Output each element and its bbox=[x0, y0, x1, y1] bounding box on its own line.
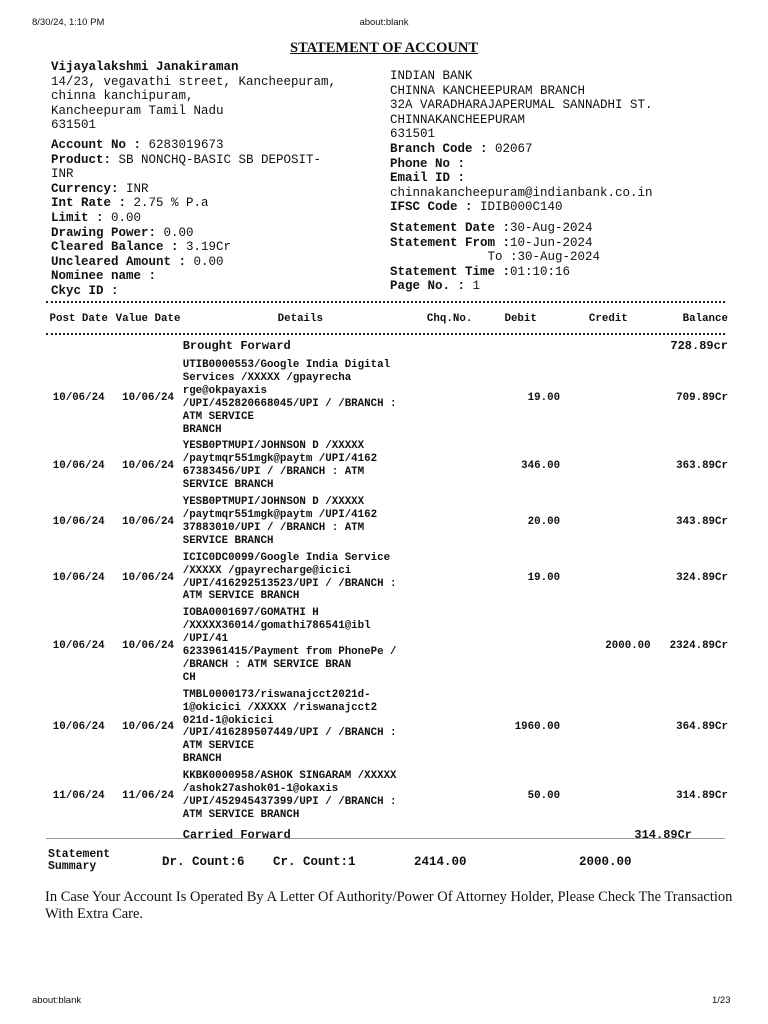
field-value: IDIB000C140 bbox=[472, 200, 563, 215]
field-label: Ckyc ID : bbox=[51, 283, 119, 298]
bank-address-line: CHINNAKANCHEEPURAM bbox=[390, 112, 526, 127]
field-label: Branch Code : bbox=[390, 141, 488, 156]
brought-forward-balance: 728.89cr bbox=[670, 339, 728, 353]
address-line: 631501 bbox=[51, 118, 97, 133]
account-fields bbox=[51, 138, 381, 299]
bank-field-row bbox=[390, 186, 750, 201]
table-row bbox=[44, 687, 728, 768]
cell-credit bbox=[566, 550, 651, 606]
summary-label-line2: Summary bbox=[48, 859, 97, 873]
field-label: Email ID : bbox=[390, 171, 466, 186]
field-label: Statement From : bbox=[390, 235, 511, 250]
address-line: 14/23, vegavathi street, Kancheepuram, bbox=[51, 74, 337, 89]
cell-chq-no bbox=[418, 438, 481, 494]
print-footer-url: about:blank bbox=[32, 995, 82, 1006]
cell-value-date: 10/06/24 bbox=[122, 721, 174, 734]
account-field-row bbox=[51, 196, 381, 211]
field-value: 10-Jun-2024 bbox=[510, 235, 593, 250]
field-label: Cleared Balance : bbox=[51, 240, 179, 255]
bank-field-row bbox=[390, 171, 750, 186]
cell-balance: 364.89Cr bbox=[676, 721, 728, 734]
account-field-row bbox=[51, 167, 381, 182]
brought-forward-row bbox=[44, 335, 728, 357]
cell-balance: 2324.89Cr bbox=[669, 640, 728, 653]
cell-debit: 19.00 bbox=[527, 571, 561, 584]
cell-post-date: 10/06/24 bbox=[52, 460, 105, 473]
field-value: 01:10:16 bbox=[510, 264, 571, 279]
field-value: 0.00 bbox=[186, 254, 224, 269]
bank-block bbox=[390, 69, 750, 294]
field-label: IFSC Code : bbox=[390, 200, 473, 215]
cell-balance: 314.89Cr bbox=[676, 790, 728, 802]
field-label: Limit : bbox=[51, 210, 104, 225]
cell-post-date: 10/06/24 bbox=[52, 391, 105, 404]
bank-field-row bbox=[390, 265, 750, 280]
summary-divider bbox=[46, 838, 725, 839]
col-post-date: Post Date bbox=[49, 313, 108, 326]
customer-block bbox=[51, 60, 381, 299]
col-credit: Credit bbox=[588, 313, 628, 326]
field-value: SB NONCHQ-BASIC SB DEPOSIT- bbox=[111, 152, 322, 167]
table-row bbox=[44, 438, 728, 494]
cell-details: KKBK0000958/ASHOK SINGARAM /XXXXX /ashok27ashok01-1@okaxis /UPI/452945437399/UPI / /BRANCH : ATM SERVICE BRANCH bbox=[182, 770, 397, 821]
cell-value-date: 10/06/24 bbox=[122, 391, 174, 404]
table-row bbox=[44, 768, 728, 824]
cell-details: YESB0PTMUPI/JOHNSON D /XXXXX /paytmqr551mgk@paytm /UPI/4162 37883010/UPI / /BRANCH : ATM SERVICE BRANCH bbox=[182, 496, 378, 547]
account-field-row bbox=[51, 240, 381, 255]
field-label: Product: bbox=[51, 152, 112, 167]
bank-fields bbox=[390, 142, 750, 294]
field-value: 6283019673 bbox=[141, 137, 224, 152]
field-value: 0.00 bbox=[156, 225, 194, 240]
col-debit: Debit bbox=[504, 313, 537, 326]
bank-field-row bbox=[390, 142, 750, 157]
summary-label-line1: Statement bbox=[48, 848, 111, 861]
field-label: Page No. : bbox=[390, 279, 466, 294]
bank-address-line: CHINNA KANCHEEPURAM BRANCH bbox=[390, 83, 586, 98]
cell-debit: 1960.00 bbox=[514, 721, 561, 734]
field-value: 0.00 bbox=[103, 210, 142, 225]
table-row bbox=[44, 605, 728, 686]
cell-balance: 709.89Cr bbox=[676, 391, 728, 404]
customer-address bbox=[51, 75, 381, 133]
cell-credit bbox=[566, 438, 651, 494]
cell-chq-no bbox=[418, 494, 481, 550]
statement-title: STATEMENT OF ACCOUNT bbox=[290, 40, 478, 56]
table-header-row bbox=[44, 305, 728, 335]
table-row bbox=[44, 494, 728, 550]
cell-post-date: 11/06/24 bbox=[52, 790, 105, 802]
account-field-row bbox=[51, 255, 381, 270]
col-details: Details bbox=[277, 313, 323, 326]
field-value: 2.75 % P.a bbox=[126, 196, 209, 211]
col-chq-no: Chq.No. bbox=[426, 313, 473, 326]
cell-details: ICIC0DC0099/Google India Service /XXXXX /gpayrecharge@icici /UPI/416292513523/UPI / /BRANCH : ATM SERVICE BRANCH bbox=[182, 551, 397, 603]
field-value: 3.19Cr bbox=[178, 240, 232, 255]
field-label: Nominee name : bbox=[51, 269, 157, 284]
cell-credit bbox=[566, 357, 651, 438]
field-value: 02067 bbox=[487, 141, 533, 156]
col-value-date: Value Date bbox=[115, 313, 181, 326]
cell-debit: 50.00 bbox=[527, 790, 561, 802]
cell-details: UTIB0000553/Google India Digital Services /XXXXX /gpayrecha rge@okpayaxis /UPI/452820668045/UPI / /BRANCH : ATM SERVICE BRANCH bbox=[182, 359, 397, 436]
cell-details: IOBA0001697/GOMATHI H /XXXXX36014/gomathi786541@ibl /UPI/41 6233961415/Payment from PhonePe / /BRANCH : ATM SERVICE BRAN CH bbox=[182, 607, 397, 684]
cell-value-date: 11/06/24 bbox=[122, 790, 174, 802]
summary-total-debit: 2414.00 bbox=[414, 855, 467, 869]
transactions-table bbox=[44, 305, 728, 846]
cell-post-date: 10/06/24 bbox=[52, 721, 105, 734]
cell-value-date: 10/06/24 bbox=[122, 640, 174, 653]
bank-address-line: 631501 bbox=[390, 127, 436, 142]
cell-value-date: 10/06/24 bbox=[122, 571, 174, 584]
cell-chq-no bbox=[418, 605, 481, 686]
field-label: Phone No : bbox=[390, 156, 466, 171]
summary-cr-count: Cr. Count:1 bbox=[273, 855, 356, 869]
field-value: 1 bbox=[465, 279, 481, 294]
authority-note: In Case Your Account Is Operated By A Letter Of Authority/Power Of Attorney Holder, Please Check The Transaction With Extra Care. bbox=[45, 889, 733, 922]
cell-details: TMBL0000173/riswanajcct2021d- 1@okicici /XXXXX /riswanajcct2 021d-1@okicici /UPI/416289507449/UPI / /BRANCH : ATM SERVICE BRANCH bbox=[182, 688, 397, 766]
cell-debit: 19.00 bbox=[527, 391, 561, 404]
bank-field-row bbox=[390, 200, 750, 215]
cell-credit bbox=[566, 687, 651, 768]
field-label: Currency: bbox=[51, 181, 119, 196]
customer-name: Vijayalakshmi Janakiraman bbox=[51, 60, 239, 74]
field-label: Statement Time : bbox=[390, 264, 511, 279]
address-line: chinna kanchipuram, bbox=[51, 89, 194, 104]
print-datetime: 8/30/24, 1:10 PM bbox=[32, 17, 105, 28]
field-value: chinnakancheepuram@indianbank.co.in bbox=[390, 185, 653, 200]
field-label: Drawing Power: bbox=[51, 225, 157, 240]
print-page-indicator: 1/23 bbox=[712, 995, 731, 1006]
brought-forward-label: Brought Forward bbox=[182, 339, 291, 353]
account-field-row bbox=[51, 182, 381, 197]
cell-chq-no bbox=[418, 687, 481, 768]
cell-value-date: 10/06/24 bbox=[122, 515, 174, 528]
cell-balance: 343.89Cr bbox=[676, 515, 728, 528]
account-field-row bbox=[51, 138, 381, 153]
field-label: Account No : bbox=[51, 137, 142, 152]
print-page-title: about:blank bbox=[359, 17, 409, 28]
bank-address bbox=[390, 69, 750, 142]
field-value: INR bbox=[51, 167, 74, 182]
summary-dr-count: Dr. Count:6 bbox=[162, 855, 245, 869]
cell-debit bbox=[481, 605, 566, 686]
account-field-row bbox=[51, 269, 381, 284]
field-value: 30-Aug-2024 bbox=[510, 220, 593, 235]
bank-address-line: INDIAN BANK bbox=[390, 69, 473, 83]
bank-address-line: 32A VARADHARAJAPERUMAL SANNADHI ST. bbox=[390, 98, 653, 113]
cell-chq-no bbox=[418, 768, 481, 824]
cell-debit: 20.00 bbox=[527, 515, 561, 528]
address-line: Kancheepuram Tamil Nadu bbox=[51, 103, 224, 118]
cell-balance: 324.89Cr bbox=[676, 571, 728, 584]
bank-field-row bbox=[390, 250, 750, 265]
bank-field-row bbox=[390, 221, 750, 236]
field-label: Uncleared Amount : bbox=[51, 254, 187, 269]
field-label: Int Rate : bbox=[51, 196, 127, 211]
cell-post-date: 10/06/24 bbox=[52, 640, 105, 653]
bank-field-row bbox=[390, 279, 750, 294]
field-label: Statement Date : bbox=[390, 220, 511, 235]
cell-credit bbox=[566, 494, 651, 550]
header-separator-top bbox=[46, 301, 725, 303]
account-field-row bbox=[51, 226, 381, 241]
carried-forward-balance: 314.89Cr bbox=[634, 827, 692, 842]
cell-post-date: 10/06/24 bbox=[52, 515, 105, 528]
bank-field-row bbox=[390, 236, 750, 251]
table-row bbox=[44, 550, 728, 606]
cell-credit bbox=[566, 768, 651, 824]
cell-balance: 363.89Cr bbox=[676, 460, 728, 473]
cell-value-date: 10/06/24 bbox=[122, 460, 174, 473]
account-field-row bbox=[51, 153, 381, 168]
bank-field-row bbox=[390, 157, 750, 172]
cell-credit: 2000.00 bbox=[605, 640, 651, 653]
account-field-row bbox=[51, 284, 381, 299]
account-field-row bbox=[51, 211, 381, 226]
cell-details: YESB0PTMUPI/JOHNSON D /XXXXX /paytmqr551mgk@paytm /UPI/4162 67383456/UPI / /BRANCH : ATM SERVICE BRANCH bbox=[182, 440, 378, 492]
field-value: INR bbox=[118, 181, 149, 196]
carried-forward-label: Carried Forward bbox=[182, 827, 291, 842]
cell-debit: 346.00 bbox=[521, 460, 561, 473]
summary-total-credit: 2000.00 bbox=[579, 855, 632, 869]
table-row bbox=[44, 357, 728, 438]
cell-chq-no bbox=[418, 357, 481, 438]
carried-forward-row bbox=[44, 824, 728, 846]
cell-post-date: 10/06/24 bbox=[52, 571, 105, 584]
col-balance: Balance bbox=[682, 313, 728, 326]
cell-chq-no bbox=[418, 550, 481, 606]
field-value: To :30-Aug-2024 bbox=[390, 250, 601, 265]
